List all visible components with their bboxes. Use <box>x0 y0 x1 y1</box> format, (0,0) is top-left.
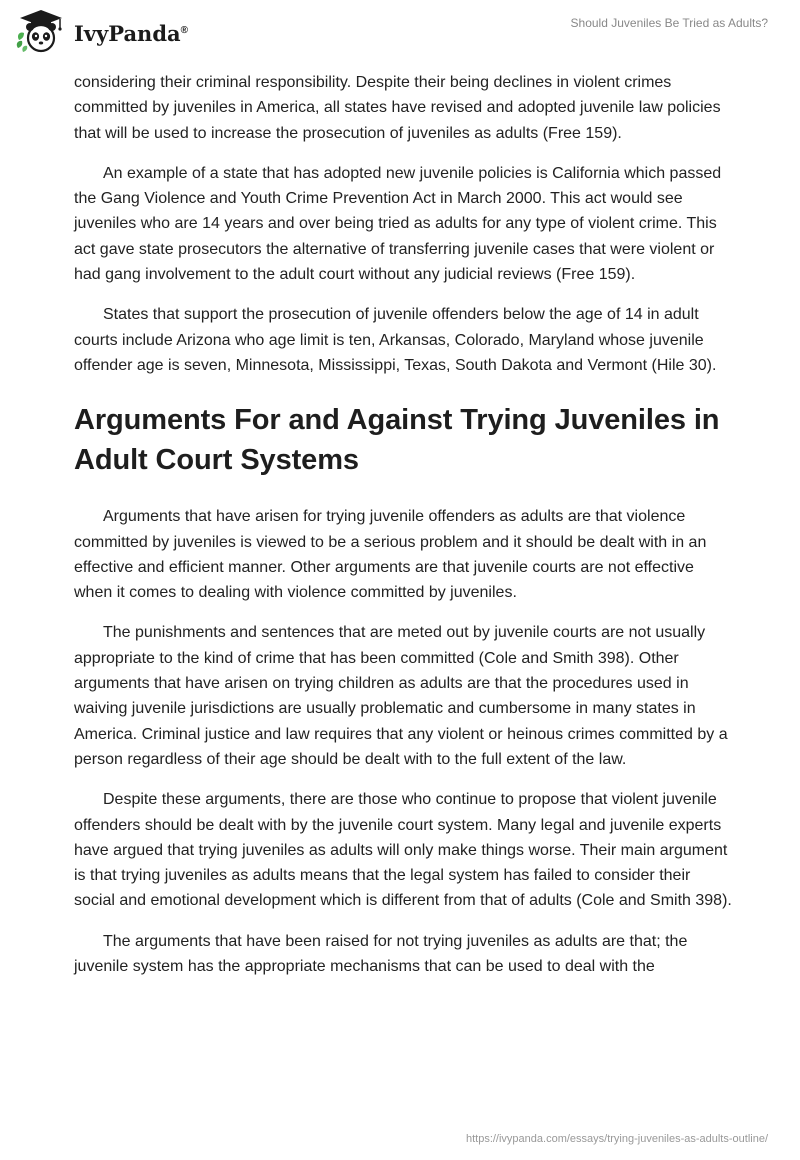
section-heading: Arguments For and Against Trying Juveniles in Adult Court Systems <box>74 404 720 477</box>
paragraph: The arguments that have been raised for not trying juveniles as adults are that; the juvenile system has the appropriate mechanisms that can be used to deal with the <box>74 932 688 976</box>
ivypanda-logo[interactable] <box>14 8 188 56</box>
paragraph: Arguments that have arisen for trying juvenile offenders as adults are that violence committed by juveniles is viewed to be a serious problem and it should be dealt with in an effective and efficient manner. Other arguments are that juvenile courts are not effective when it comes to dealing with violence committed by juveniles. <box>74 508 707 602</box>
brand-name: IvyPanda® <box>74 20 188 46</box>
source-url[interactable]: https://ivypanda.com/essays/trying-juveniles-as-adults-outline/ <box>465 1133 768 1145</box>
page-header <box>0 0 800 60</box>
paragraph: considering their criminal responsibility. Despite their being declines in violent crimes committed by juveniles in America, all states have revised and adopted juvenile law policies that will be used to increase the prosecution of juveniles as adults (Free 159). <box>74 74 721 142</box>
panda-graduation-cap-icon <box>14 8 68 56</box>
essay-body <box>74 70 734 994</box>
paragraph: States that support the prosecution of juvenile offenders below the age of 14 in adult courts include Arizona who age limit is ten, Arkansas, Colorado, Maryland whose juvenile offender age is seven, Minnesota, Mississippi, Texas, South Dakota and Vermont (Hile 30). <box>74 306 717 374</box>
registered-mark: ® <box>180 24 188 36</box>
paragraph: The punishments and sentences that are meted out by juvenile courts are not usually appropriate to the kind of crime that has been committed (Cole and Smith 398). Other arguments that have arisen on trying children as adults are that the procedures used in waiving juvenile jurisdictions are usually problematic and cumbersome in many states in America. Criminal justice and law requires that any violent or heinous crimes committed by a person regardless of their age should be dealt with to the full extent of the law. <box>74 624 728 768</box>
document-title: Should Juveniles Be Tried as Adults? <box>570 16 768 30</box>
paragraph: Despite these arguments, there are those who continue to propose that violent juvenile offenders should be dealt with by the juvenile court system. Many legal and juvenile experts have argued that trying juveniles as adults will only make things worse. Their main argument is that trying juveniles as adults means that the legal system has failed to consider their social and emotional development which is different from that of adults (Cole and Smith 398). <box>74 791 732 910</box>
paragraph: An example of a state that has adopted new juvenile policies is California which passed the Gang Violence and Youth Crime Prevention Act in March 2000. This act would see juveniles who are 14 years and over being tried as adults for any type of violent crime. This act gave state prosecutors the alternative of transferring juvenile cases that were violent or had gang involvement to the adult court without any judicial reviews (Free 159). <box>74 164 722 284</box>
